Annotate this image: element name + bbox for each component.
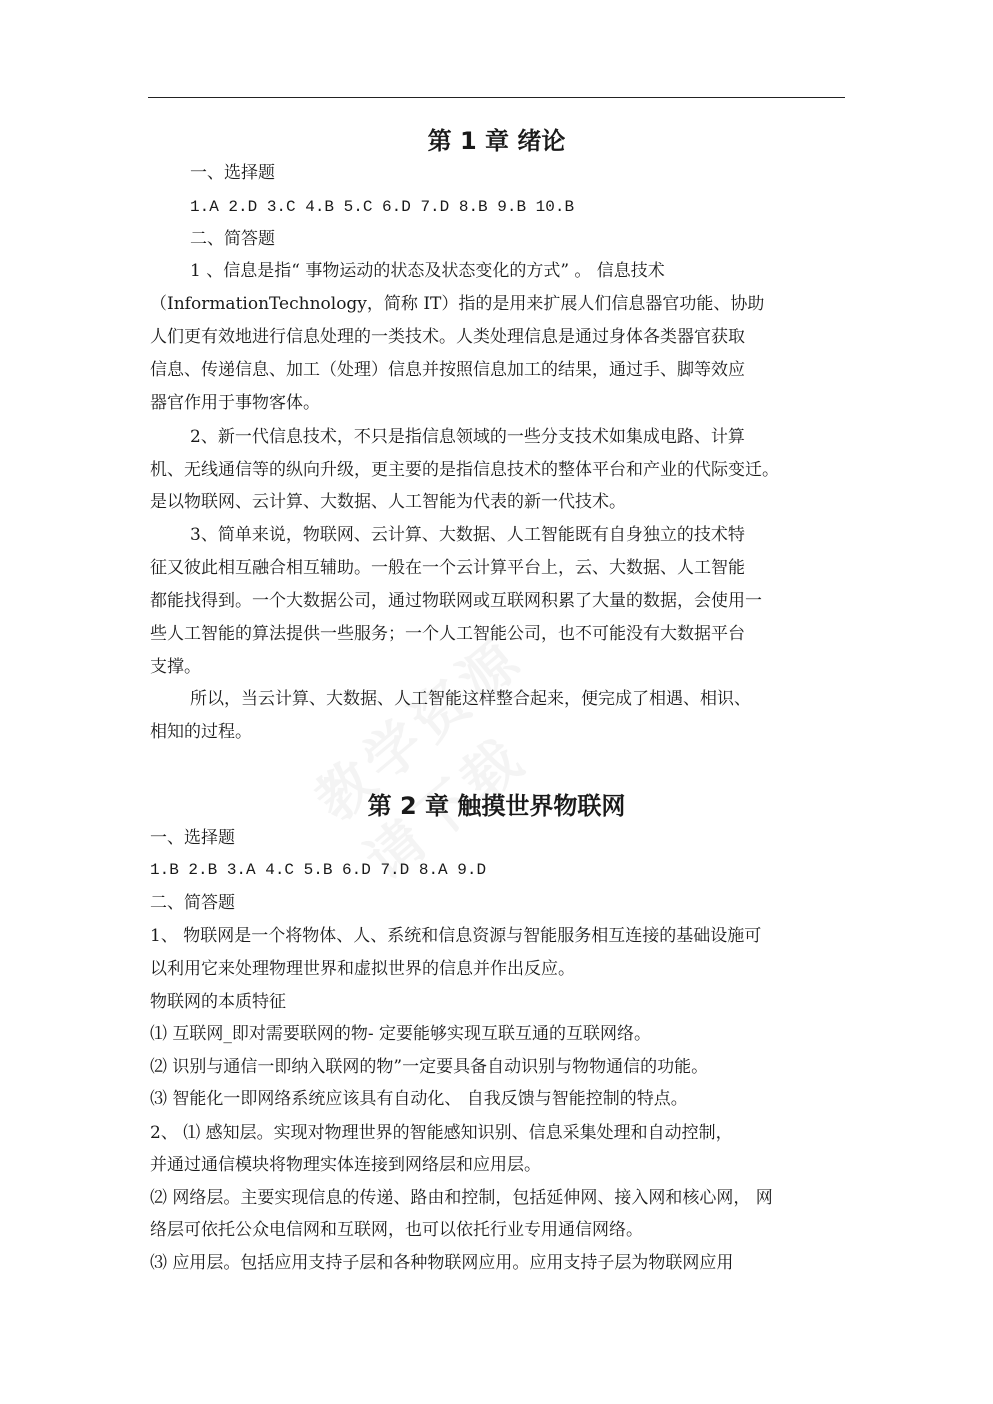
chapter2-section2-heading: 二、简答题: [150, 893, 235, 913]
ch1-q1-line: 器官作用于事物客体。: [150, 393, 320, 413]
ch2-q2-line: 2、 ⑴ 感知层。实现对物理世界的智能感知识别、信息采集处理和自动控制，: [150, 1123, 733, 1143]
ch2-q2-line: ⑶ 应用层。包括应用支持子层和各种物联网应用。应用支持子层为物联网应用: [150, 1253, 734, 1273]
ch2-feature-item: ⑴ 互联网_即对需要联网的物- 定要能够实现互联互通的互联网络。: [150, 1024, 652, 1044]
chapter1-title: 第 1 章 绪论: [427, 127, 566, 155]
chapter1-section2-heading: 二、简答题: [190, 229, 275, 249]
chapter1-mc-answers: 1.A 2.D 3.C 4.B 5.C 6.D 7.D 8.B 9.B 10.B: [190, 198, 575, 216]
ch2-q1-line: 以利用它来处理物理世界和虚拟世界的信息并作出反应。: [150, 959, 575, 979]
ch2-q2-line: 络层可依托公众电信网和互联网，也可以依托行业专用通信网络。: [150, 1220, 643, 1240]
ch1-q3-line: 些人工智能的算法提供一些服务；一个人工智能公司，也不可能没有大数据平台: [150, 624, 745, 644]
ch1-q1-line: 人们更有效地进行信息处理的一类技术。人类处理信息是通过身体各类器官获取: [150, 327, 745, 347]
ch2-feature-item: ⑵ 识别与通信一即纳入联网的物”一定要具备自动识别与物物通信的功能。: [150, 1057, 709, 1077]
chapter2-section1-heading: 一、选择题: [150, 828, 235, 848]
ch1-q1-line: 1 、信息是指“ 事物运动的状态及状态变化的方式” 。 信息技术: [190, 261, 665, 281]
ch1-q1-line: 信息、传递信息、加工（处理）信息并按照信息加工的结果，通过手、脚等效应: [150, 360, 745, 380]
ch1-q2-line: 是以物联网、云计算、大数据、人工智能为代表的新一代技术。: [150, 492, 626, 512]
ch2-q2-line: ⑵ 网络层。主要实现信息的传递、路由和控制，包括延伸网、接入网和核心网， 网: [150, 1188, 773, 1208]
chapter2-mc-answers: 1.B 2.B 3.A 4.C 5.B 6.D 7.D 8.A 9.D: [150, 861, 487, 879]
ch2-features-heading: 物联网的本质特征: [150, 992, 286, 1012]
ch2-q2-line: 并通过通信模块将物理实体连接到网络层和应用层。: [150, 1155, 541, 1175]
ch1-q3-line: 都能找得到。一个大数据公司，通过物联网或互联网积累了大量的数据，会使用一: [150, 591, 762, 611]
ch1-q3-line: 3、简单来说，物联网、云计算、大数据、人工智能既有自身独立的技术特: [190, 525, 745, 545]
header-rule: [148, 97, 845, 98]
ch2-feature-item: ⑶ 智能化一即网络系统应该具有自动化、 自我反馈与智能控制的特点。: [150, 1089, 688, 1109]
ch1-q2-line: 机、无线通信等的纵向升级，更主要的是指信息技术的整体平台和产业的代际变迁。: [150, 460, 779, 480]
chapter2-title: 第 2 章 触摸世界物联网: [367, 792, 626, 820]
ch1-q3-line: 征又彼此相互融合相互辅助。一般在一个云计算平台上，云、大数据、人工智能: [150, 558, 745, 578]
ch1-q2-line: 2、新一代信息技术，不只是指信息领域的一些分支技术如集成电路、计算: [190, 427, 745, 447]
ch2-q1-line: 1、 物联网是一个将物体、人、系统和信息资源与智能服务相互连接的基础设施可: [150, 926, 762, 946]
ch1-q1-line: （InformationTechnology，简称 IT）指的是用来扩展人们信息器官功能、协助: [150, 294, 765, 314]
chapter1-section1-heading: 一、选择题: [190, 163, 275, 183]
ch1-conclusion-line: 所以，当云计算、大数据、人工智能这样整合起来，便完成了相遇、相识、: [190, 689, 751, 709]
ch1-q3-line: 支撑。: [150, 657, 201, 677]
ch1-conclusion-line: 相知的过程。: [150, 722, 252, 742]
